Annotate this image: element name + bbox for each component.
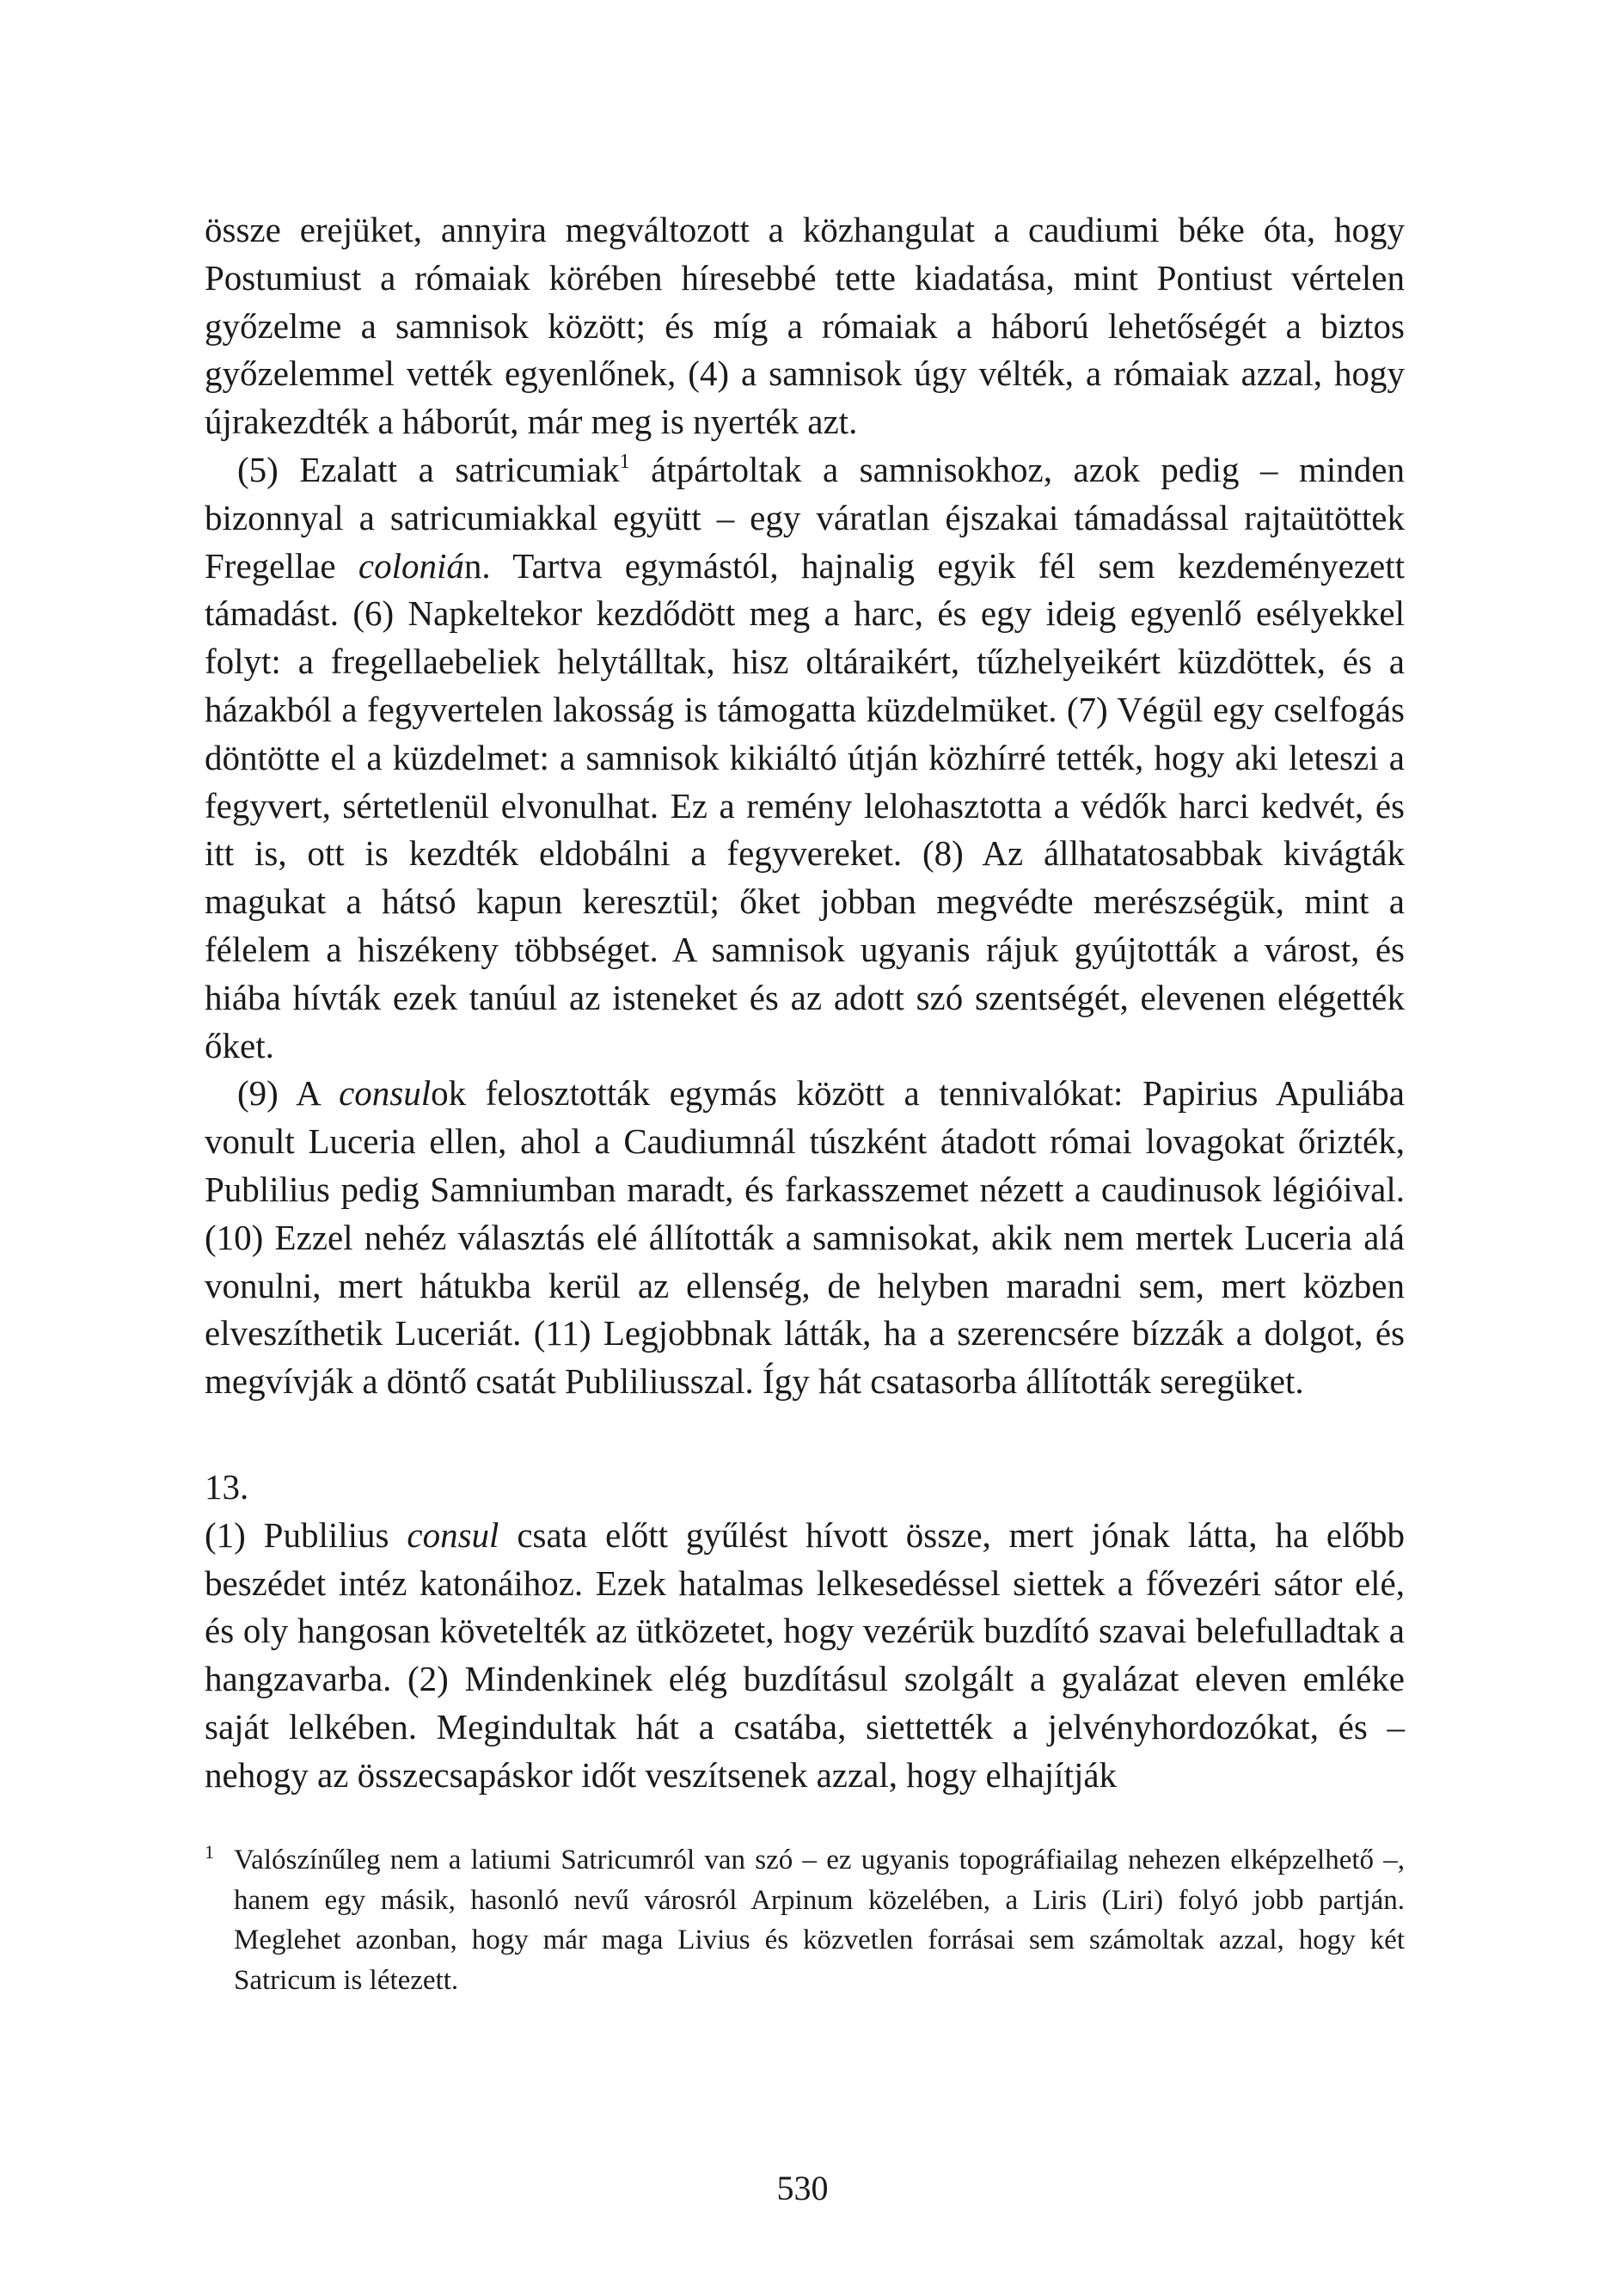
paragraph-text: (5) Ezalatt a satricumiak xyxy=(237,449,620,489)
paragraph-text: (9) A xyxy=(237,1073,340,1114)
italic-term: consul xyxy=(339,1073,432,1114)
paragraph-text: átpártoltak a samnisokhoz, azok pedig – minden bizonnyal a satricumiakkal együtt – egy váratlan éjszakai támadással rajtaütöttek Fregellae xyxy=(205,449,1406,586)
paragraph-chapter-13 xyxy=(205,1512,1405,1800)
paragraph-text: n. Tartva egymástól, hajnalig egyik fél sem kezdeményezett támadást. (6) Napkeltekor kezdődött meg a harc, és egy ideig egyenlő esélyekkel folyt: a fregellaebeliek helytálltak, hisz oltáraikért, tűzhelyeikért küzdöttek, és a házakból a fegyvertelen lakosság is támogatta küzdelmüket. (7) Végül egy cselfogás döntötte el a küzdelmet: a samnisok kikiáltó útján közhírré tették, hogy aki leteszi a fegyvert, sértetlenül elvonulhat. Ez a remény lelohasztotta a védők harci kedvét, és itt is, ott is kezdték eldobálni a fegyvereket. (8) Az állhatatosabbak kivágták magukat a hátsó kapun keresztül; őket jobban megvédte merészségük, mint a félelem a hiszékeny többséget. A samnisok ugyanis rájuk gyújtották a várost, és hiába hívták ezek tanúul az isteneket és az adott szó szentségét, elevenen elégették őket. xyxy=(205,545,1405,1065)
paragraph-5 xyxy=(205,446,1405,1070)
footnote-reference[interactable]: 1 xyxy=(619,450,630,473)
main-text xyxy=(205,206,1405,1800)
footnote-1: 1 Valószínűleg nem a latiumi Satricumról van szó – ez ugyanis topográfiailag nehezen elképzelhető –, hanem egy másik, hasonló nevű városról Arpinum közelében, a Liris (Liri) folyó jobb partján. Meglehet azonban, hogy már maga Livius és közvetlen forrásai sem számoltak azzal, hogy két Satricum is létezett. xyxy=(205,1841,1405,1996)
italic-term: coloniá xyxy=(358,545,464,586)
paragraph-text: csata előtt gyűlést hívott össze, mert jónak látta, ha előbb beszédet intéz katonáihoz. Ezek hatalmas lelkesedéssel siettek a fővezéri sátor elé, és oly hangosan követelték az ütközetet, hogy vezérük buzdító szavai belefulladtak a hangzavarba. (2) Mindenkinek elég buzdításul szolgált a gyalázat eleven emléke saját lelkében. Megindultak hát a csatába, siettették a jelvényhordozókat, és – nehogy az összecsapáskor időt veszítsenek azzal, hogy elhajítják xyxy=(205,1514,1405,1795)
paragraph-text: össze erejüket, annyira megváltozott a közhangulat a caudiumi béke óta, hogy Postumiust a rómaiak körében híresebbé tette kiadatása, mint Pontiust vértelen győzelme a samnisok között; és míg a rómaiak a háború lehetőségét a biztos győzelemmel vették egyenlőnek, (4) a samnisok úgy vélték, a rómaiak azzal, hogy újrakezdték a háborút, már meg is nyerték azt. xyxy=(205,210,1405,442)
footnote-text: Valószínűleg nem a latiumi Satricumról van szó – ez ugyanis topográfiailag nehezen elképzelhető –, hanem egy másik, hasonló nevű városról Arpinum közelében, a Liris (Liri) folyó jobb partján. Meglehet azonban, hogy már maga Livius és közvetlen forrásai sem számoltak azzal, hogy két Satricum is létezett. xyxy=(234,1845,1405,1996)
paragraph-text: ok felosztották egymás között a tennivalókat: Papirius Apuliába vonult Luceria ellen, ahol a Caudiumnál túszként átadott római lovagokat őrizték, Publilius pedig Samniumban maradt, és farkasszemet nézett a caudinusok légióival. (10) Ezzel nehéz választás elé állították a samnisokat, akik nem mertek Luceria alá vonulni, mert hátukba kerül az ellenség, de helyben maradni sem, mert közben elveszíthetik Luceriát. (11) Legjobbnak látták, ha a szerencsére bízzák a dolgot, és megvívják a döntő csatát Publiliusszal. Így hát csatasorba állították seregüket. xyxy=(205,1073,1405,1402)
paragraph-text: (1) Publilius xyxy=(205,1514,407,1555)
paragraph-9 xyxy=(205,1070,1405,1406)
italic-term: consul xyxy=(407,1514,499,1555)
footnotes xyxy=(205,1840,1405,2000)
page-number: 530 xyxy=(776,2169,829,2207)
paragraph-continuation xyxy=(205,206,1405,446)
chapter-number: 13. xyxy=(205,1466,249,1507)
